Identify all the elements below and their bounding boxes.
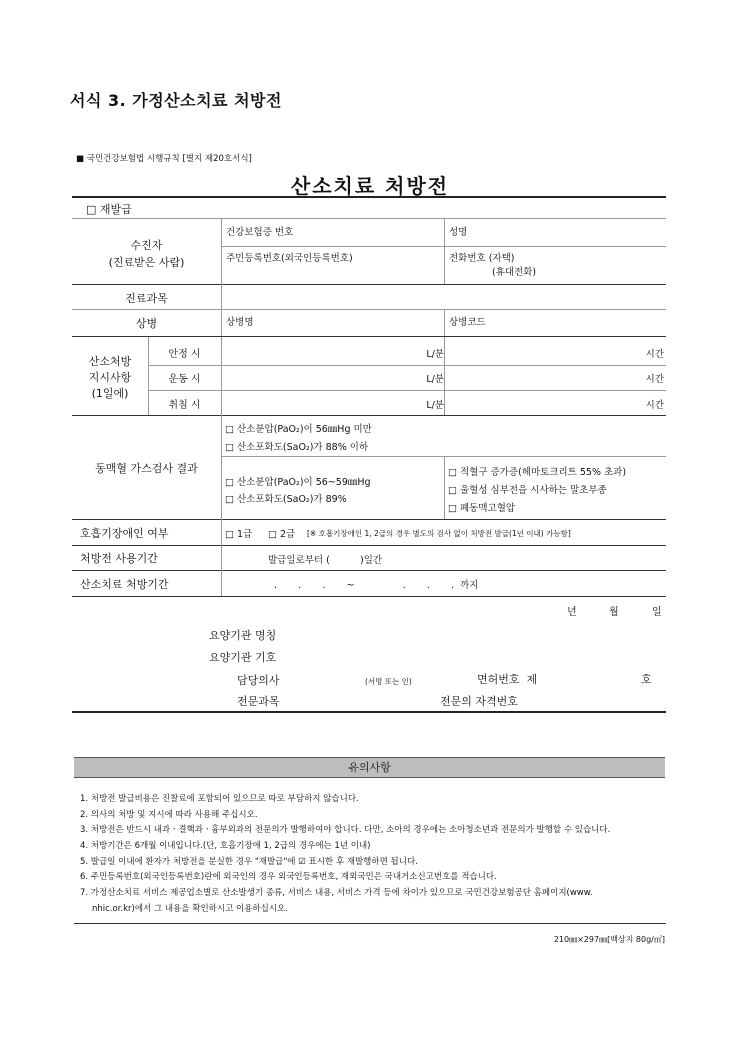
rest-label: 안정 시 bbox=[168, 349, 201, 360]
home-phone-field[interactable]: 전화번호 (자택) bbox=[449, 253, 515, 264]
note-item: 1. 처방전 발급비용은 진찰료에 포함되어 있으므로 따로 부담하지 않습니다. bbox=[80, 794, 359, 804]
specialty-label: 전문과목 bbox=[237, 695, 280, 708]
rest-flow-field[interactable]: L/분 bbox=[426, 349, 444, 360]
note-item: 5. 발급일 이내에 환자가 처방전을 분실한 경우 "재발급"에 ☑ 표시한 후 재발행하면 됩니다. bbox=[80, 857, 418, 867]
rest-hours-field[interactable]: 시간 bbox=[645, 349, 664, 360]
date-day: 일 bbox=[652, 607, 662, 618]
row-divider bbox=[72, 284, 666, 285]
sleep-flow-field[interactable]: L/분 bbox=[426, 400, 444, 411]
date-year: 년 bbox=[567, 607, 577, 618]
row-divider bbox=[72, 309, 666, 310]
disability-note: [※ 호흡기장애인 1, 2급의 경우 별도의 검사 없이 처방전 발급(1년 이내) 가능함] bbox=[307, 529, 571, 538]
sleep-label: 취침 시 bbox=[168, 400, 201, 411]
oxygen-label: 지시사항 bbox=[88, 371, 132, 384]
note-item: 4. 처방기간은 6개월 이내입니다.(단, 호흡기장애 1, 2급의 경우에는 1년 이내) bbox=[80, 841, 371, 851]
col-divider bbox=[444, 219, 445, 284]
row-divider bbox=[72, 336, 666, 337]
footer-divider bbox=[74, 923, 666, 924]
col-divider bbox=[444, 310, 445, 336]
institution-code-label: 요양기관 기호 bbox=[209, 651, 277, 664]
insurance-number-field[interactable]: 건강보험증 번호 bbox=[226, 227, 294, 238]
row-divider bbox=[72, 570, 666, 571]
table-top-border bbox=[72, 196, 666, 198]
col-divider bbox=[444, 457, 445, 519]
row-divider bbox=[72, 519, 666, 520]
mobile-phone-field[interactable]: (휴대전화) bbox=[492, 267, 537, 278]
note-item: nhic.or.kr)에서 그 내용을 확인하시고 이용하십시오. bbox=[92, 904, 288, 914]
doctor-label: 담당의사 bbox=[237, 674, 280, 687]
note-item: 6. 주민등록번호(외국인등록번호)란에 외국인의 경우 외국인등록번호, 재외국민은 국내거소신고번호를 적습니다. bbox=[80, 872, 497, 882]
specialist-number-label: 전문의 자격번호 bbox=[440, 695, 518, 708]
note-item: 2. 의사의 처방 및 지시에 따라 사용해 주십시오. bbox=[80, 810, 258, 820]
resident-number-field[interactable]: 주민등록번호(외국인등록번호) bbox=[226, 253, 353, 264]
note-item: 7. 가정산소치료 서비스 제공업소별로 산소발생기 종류, 서비스 내용, 서비스 가격 등에 차이가 있으므로 국민건강보험공단 홈페이지(www. bbox=[80, 888, 593, 898]
notes-title: 유의사항 bbox=[348, 761, 391, 774]
date-month: 월 bbox=[609, 607, 619, 618]
form-title: 산소치료 처방전 bbox=[290, 174, 450, 198]
usage-period-field[interactable]: 발급일로부터 ( )일간 bbox=[268, 555, 383, 566]
reissue-checkbox[interactable]: □ 재발급 bbox=[86, 203, 132, 216]
disease-code-field[interactable]: 상병코드 bbox=[449, 317, 486, 328]
note-item: 3. 처방전은 반드시 내과ㆍ결핵과ㆍ흉부외과의 전문의가 발행하여야 합니다. 다만, 소아의 경우에는 소아청소년과 전문의가 발행할 수 있습니다. bbox=[80, 825, 611, 835]
oxygen-label: 산소처방 bbox=[88, 355, 132, 368]
abg-option-sao2-mid[interactable]: □ 산소포화도(SaO₂)가 89% bbox=[225, 494, 347, 505]
exercise-hours-field[interactable]: 시간 bbox=[645, 374, 664, 385]
exercise-flow-field[interactable]: L/분 bbox=[426, 374, 444, 385]
notes-header bbox=[74, 757, 665, 778]
prescription-period-field[interactable]: . . . ~ . . . 까지 bbox=[274, 580, 479, 591]
condition-edema[interactable]: □ 울혈성 심부전을 시사하는 말초부종 bbox=[448, 485, 607, 496]
row-divider bbox=[72, 415, 666, 416]
condition-polycythemia[interactable]: □ 적혈구 증가증(헤마토크리트 55% 초과) bbox=[448, 467, 627, 478]
department-label: 진료과목 bbox=[125, 292, 168, 305]
recipient-sublabel: (진료받은 사람) bbox=[108, 256, 185, 269]
row-divider bbox=[72, 545, 666, 546]
table-bottom-border bbox=[72, 711, 666, 713]
signature-label: (서명 또는 인) bbox=[365, 677, 412, 686]
condition-pulmonary-hypertension[interactable]: □ 폐동맥고혈압 bbox=[448, 503, 516, 514]
license-suffix: 호 bbox=[641, 673, 652, 686]
law-reference: ■ 국민건강보험법 시행규칙 [별지 제20호서식] bbox=[76, 154, 252, 164]
grade1-checkbox[interactable]: □ 1급 bbox=[225, 529, 253, 540]
license-label: 면허번호 제 bbox=[477, 673, 538, 686]
col-divider bbox=[221, 219, 222, 336]
usage-period-label: 처방전 사용기간 bbox=[80, 552, 158, 565]
exercise-label: 운동 시 bbox=[168, 374, 201, 385]
recipient-label: 수진자 bbox=[130, 239, 163, 252]
row-divider bbox=[72, 218, 666, 219]
document-heading: 서식 3. 가정산소치료 처방전 bbox=[70, 91, 282, 110]
abg-option-pao2-low[interactable]: □ 산소분압(PaO₂)이 56㎜Hg 미만 bbox=[225, 424, 372, 435]
name-field[interactable]: 성명 bbox=[449, 227, 468, 238]
sleep-hours-field[interactable]: 시간 bbox=[645, 400, 664, 411]
oxygen-label: (1일에) bbox=[91, 387, 129, 400]
institution-name-label: 요양기관 명칭 bbox=[209, 629, 277, 642]
row-divider bbox=[72, 596, 666, 597]
disease-name-field[interactable]: 상병명 bbox=[226, 317, 254, 328]
abg-option-sao2-low[interactable]: □ 산소포화도(SaO₂)가 88% 이하 bbox=[225, 442, 369, 453]
row-divider bbox=[148, 365, 666, 366]
abg-option-pao2-mid[interactable]: □ 산소분압(PaO₂)이 56~59㎜Hg bbox=[225, 477, 371, 488]
paper-spec: 210㎜×297㎜[백상지 80g/㎡] bbox=[553, 935, 665, 944]
disability-label: 호흡기장애인 여부 bbox=[80, 527, 169, 540]
grade2-checkbox[interactable]: □ 2급 bbox=[268, 529, 296, 540]
row-divider bbox=[148, 390, 666, 391]
disease-label: 상병 bbox=[135, 317, 158, 330]
prescription-period-label: 산소치료 처방기간 bbox=[80, 578, 169, 591]
abg-label: 동맥혈 가스검사 결과 bbox=[95, 462, 198, 475]
